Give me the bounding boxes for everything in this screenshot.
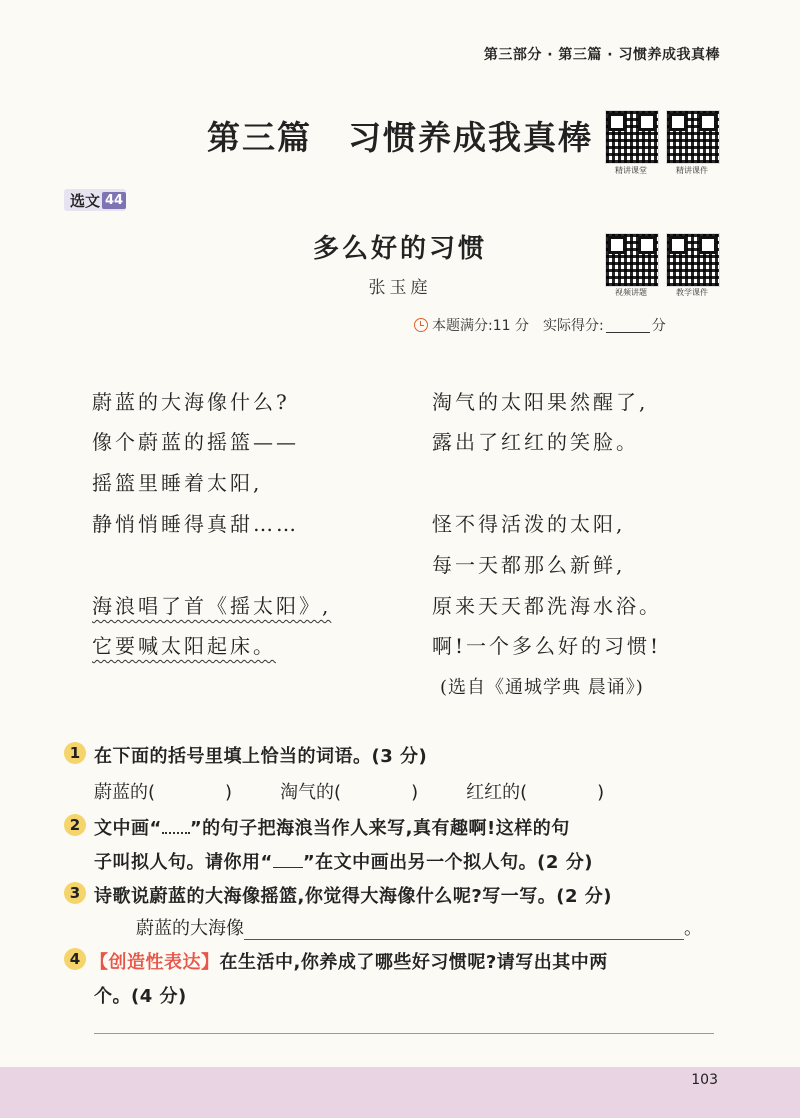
question-number: 2: [64, 814, 86, 836]
blank-suffix: ): [411, 782, 419, 803]
poem-title: 多么好的习惯: [312, 234, 487, 264]
poem-line: 淘气的太阳果然醒了,: [432, 390, 649, 414]
poem-line: 摇篮里睡着太阳,: [92, 471, 263, 495]
answer-line[interactable]: [94, 1033, 714, 1034]
question-text-part: 子叫拟人句。请你用“: [94, 852, 273, 873]
score-actual-label: 实际得分:: [542, 318, 604, 334]
question-text: 个。(4 分): [94, 986, 187, 1007]
question-text: [94, 814, 570, 840]
poem-author: 张玉庭: [368, 278, 432, 298]
poem-line: 像个蔚蓝的摇篮——: [92, 430, 299, 454]
qr-label: 精讲课件: [676, 166, 708, 175]
score-blank[interactable]: [606, 318, 650, 333]
poem-line: 每一天都那么新鲜,: [432, 553, 626, 577]
fill-suffix: 。: [684, 918, 702, 939]
question-text-part: 文中画“: [94, 818, 162, 839]
blank-prefix: 红红的(: [466, 782, 528, 803]
badge-label: 选文: [70, 191, 101, 210]
header-breadcrumb: 第三部分 · 第三篇 · 习惯养成我真棒: [483, 47, 720, 63]
page-number: 103: [691, 1072, 718, 1088]
poem-line: 原来天天都洗海水浴。: [432, 594, 662, 618]
question-text: 诗歌说蔚蓝的大海像摇篮,你觉得大海像什么呢?写一写。(2 分): [94, 886, 613, 907]
poem-line: 静悄悄睡得真甜……: [92, 512, 299, 536]
question-text: 在下面的括号里填上恰当的词语。(3 分): [94, 746, 428, 767]
footer-band: [0, 1067, 800, 1118]
poem-line: 蔚蓝的大海像什么?: [92, 390, 290, 414]
question-1-blanks: [94, 778, 604, 804]
poem-line: 怪不得活泼的太阳,: [432, 512, 626, 536]
qr-label: 教学课件: [676, 288, 708, 297]
blank-prefix: 蔚蓝的(: [94, 782, 156, 803]
poem-line: 啊!一个多么好的习惯!: [432, 634, 662, 658]
score-full: 本题满分:11 分: [432, 318, 529, 334]
qr-label: 视频讲题: [615, 288, 647, 297]
question-text: [94, 848, 593, 874]
poem-line-underlined: 它要喊太阳起床。: [92, 634, 276, 658]
clock-icon: [414, 318, 428, 332]
blank-prefix: 淘气的(: [280, 782, 342, 803]
straight-line-symbol: [273, 859, 303, 868]
poem-line: 露出了红红的笑脸。: [432, 430, 639, 454]
qr-label: 精讲课堂: [615, 166, 647, 175]
question-text-part: ”在文中画出另一个拟人句。(2 分): [302, 852, 593, 873]
question-text-part: 在生活中,你养成了哪些好习惯呢?请写出其中两: [219, 952, 608, 973]
question-text: [90, 948, 608, 974]
poem-line-underlined: 海浪唱了首《摇太阳》,: [92, 594, 332, 618]
question-number: 3: [64, 882, 86, 904]
question-number: 1: [64, 742, 86, 764]
question-3-fill: [136, 914, 702, 940]
badge-number: 44: [102, 192, 126, 209]
chapter-title-right: 习惯养成我真棒: [348, 118, 593, 157]
question-text-part: ”的句子把海浪当作人来写,真有趣啊!这样的句: [189, 818, 570, 839]
question-number: 4: [64, 948, 86, 970]
selection-badge: [64, 189, 126, 211]
qr-code-lecture[interactable]: [605, 110, 659, 164]
score-line: [414, 315, 666, 335]
wavy-line-symbol: [162, 824, 190, 834]
poem-source: (选自《通城学典 晨诵》): [440, 677, 644, 698]
answer-blank[interactable]: [244, 921, 684, 940]
creative-tag: 【创造性表达】: [90, 952, 220, 973]
qr-code-courseware[interactable]: [666, 110, 720, 164]
fill-prefix: 蔚蓝的大海像: [136, 918, 244, 939]
blank-suffix: ): [225, 782, 233, 803]
score-unit: 分: [651, 318, 666, 334]
blank-suffix: ): [597, 782, 605, 803]
chapter-title-left: 第三篇: [207, 118, 312, 157]
